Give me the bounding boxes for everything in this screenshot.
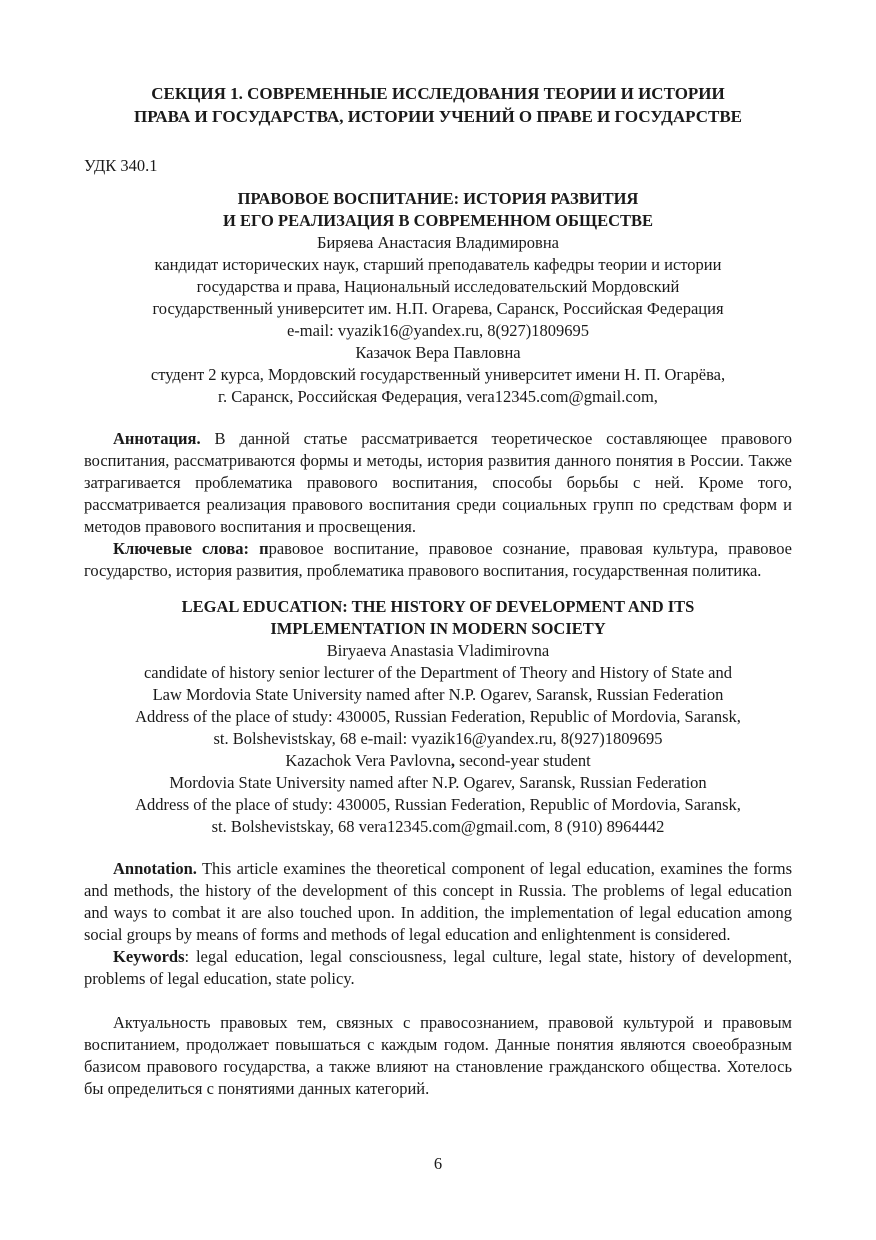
en-author2-comma: , <box>450 751 456 770</box>
ru-author-line: Биряева Анастасия Владимировна <box>317 233 559 252</box>
en-article-title <box>84 596 792 640</box>
section-title <box>84 82 792 128</box>
en-title-line-1: LEGAL EDUCATION: THE HISTORY OF DEVELOPMENT AND ITS <box>181 597 695 616</box>
ru-author-line: государства и права, Национальный исследовательский Мордовский <box>196 277 680 296</box>
en-annotation <box>84 858 792 946</box>
en-keywords <box>84 946 792 990</box>
ru-annotation-label: Аннотация. <box>113 429 201 448</box>
en-author-line: Address of the place of study: 430005, Russian Federation, Republic of Mordovia, Saransk, <box>135 795 741 814</box>
udk-code: УДК 340.1 <box>84 156 158 175</box>
en-title-line-2: IMPLEMENTATION IN MODERN SOCIETY <box>270 619 606 638</box>
ru-article-title <box>84 188 792 232</box>
ru-author-line: государственный университет им. Н.П. Огарева, Саранск, Российская Федерация <box>152 299 724 318</box>
ru-annotation-text: В данной статье рассматривается теоретическое составляющее правового воспитания, рассматриваются формы и методы, история развития данного понятия в России. Также затрагивается проблематика правового воспитания, способы борьбы с ней. Кроме того, рассматривается реализация правового воспитания среди социальных групп по средствам форм и методов правового воспитания и просвещения. <box>84 429 792 536</box>
ru-author-line: Казачок Вера Павловна <box>355 343 521 362</box>
ru-author-line: студент 2 курса, Мордовский государственный университет имени Н. П. Огарёва, <box>150 365 726 384</box>
en-author-line: Mordovia State University named after N.P. Ogarev, Saransk, Russian Federation <box>169 773 707 792</box>
en-author2-role: second-year student <box>455 751 591 770</box>
ru-title-line-2: И ЕГО РЕАЛИЗАЦИЯ В СОВРЕМЕННОМ ОБЩЕСТВЕ <box>222 211 654 230</box>
ru-title-line-1: ПРАВОВОЕ ВОСПИТАНИЕ: ИСТОРИЯ РАЗВИТИЯ <box>237 189 639 208</box>
ru-keywords <box>84 538 792 582</box>
en-author-block <box>84 640 792 838</box>
page-number: 6 <box>433 1154 443 1173</box>
en-author-line: Law Mordovia State University named after N.P. Ogarev, Saransk, Russian Federation <box>152 685 724 704</box>
body-paragraph: Актуальность правовых тем, связных с правосознанием, правовой культурой и правовым воспитанием, продолжает повышаться с каждым годом. Данные понятия являются своеобразным базисом правового государства, а также влияют на становление гражданского общества. Хотелось бы определиться с понятиями данных категорий. <box>84 1013 792 1098</box>
en-keywords-label: Keywords <box>113 947 185 966</box>
en-author-line: Address of the place of study: 430005, Russian Federation, Republic of Mordovia, Saransk, <box>135 707 741 726</box>
en-annotation-text: This article examines the theoretical component of legal education, examines the forms and methods, the history of the development of this concept in Russia. The problems of legal education and ways to combat it are also touched upon. In addition, the implementation of legal education among social groups by means of forms and methods of legal education and enlightenment is considered. <box>84 859 792 944</box>
en-author-line: Biryaeva Anastasia Vladimirovna <box>326 641 550 660</box>
page-content <box>84 82 792 1100</box>
en-author-line: st. Bolshevistskay, 68 vera12345.com@gmail.com, 8 (910) 8964442 <box>211 817 665 836</box>
ru-annotation <box>84 428 792 538</box>
ru-author-line: г. Саранск, Российская Федерация, vera12345.com@gmail.com, <box>218 387 658 406</box>
en-author-line: candidate of history senior lecturer of the Department of Theory and History of State and <box>143 663 732 682</box>
ru-author-line: кандидат исторических наук, старший преподаватель кафедры теории и истории <box>154 255 722 274</box>
ru-author-line: e-mail: vyazik16@yandex.ru, 8(927)1809695 <box>286 321 590 340</box>
en-author2-name: Kazachok Vera Pavlovna <box>285 751 451 770</box>
ru-keywords-text: равовое воспитание, правовое сознание, правовая культура, правовое государство, история развития, проблематика правового воспитания, государственная политика. <box>84 539 792 580</box>
en-keywords-text: : legal education, legal consciousness, legal culture, legal state, history of development, problems of legal education, state policy. <box>84 947 792 988</box>
section-title-line-2: ПРАВА И ГОСУДАРСТВА, ИСТОРИИ УЧЕНИЙ О ПРАВЕ И ГОСУДАРСТВЕ <box>133 107 743 126</box>
en-author-line: st. Bolshevistskay, 68 e-mail: vyazik16@yandex.ru, 8(927)1809695 <box>213 729 663 748</box>
en-annotation-label: Annotation. <box>113 859 197 878</box>
section-title-line-1: СЕКЦИЯ 1. СОВРЕМЕННЫЕ ИССЛЕДОВАНИЯ ТЕОРИИ И ИСТОРИИ <box>151 84 725 103</box>
ru-keywords-label: Ключевые слова: п <box>113 539 269 558</box>
ru-author-block <box>84 232 792 408</box>
en-author2-line <box>84 750 792 772</box>
